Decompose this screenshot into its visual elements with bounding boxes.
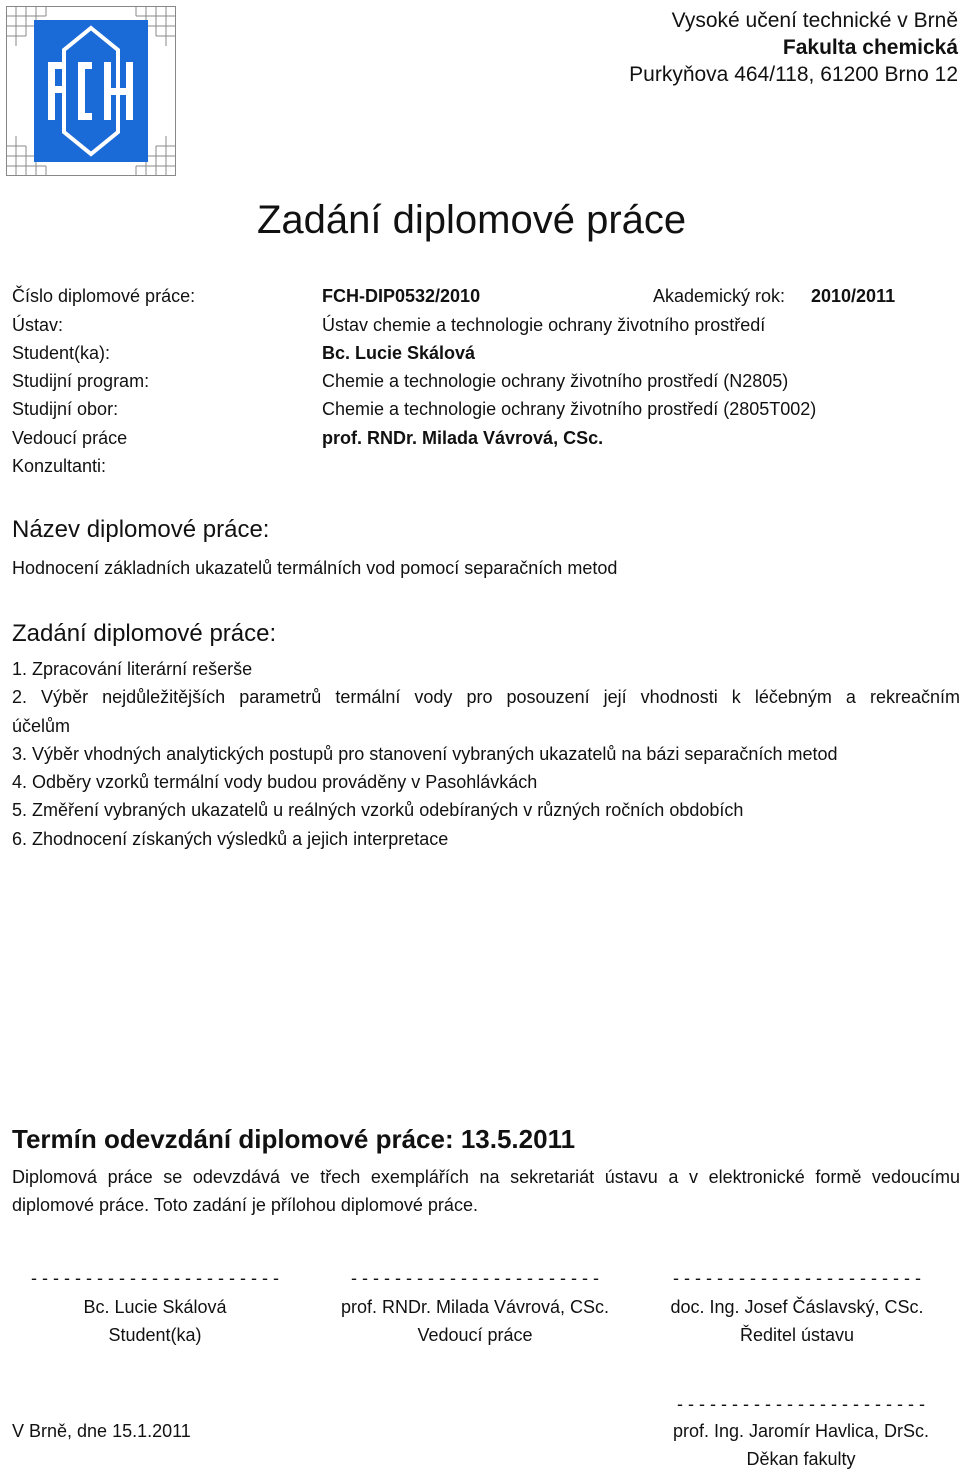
student-value: Bc. Lucie Skálová [322, 343, 476, 363]
assignment-heading: Zadání diplomové práce: [12, 620, 277, 647]
consultants-label: Konzultanti: [12, 456, 107, 476]
signature-line-supervisor: - - - - - - - - - - - - - - - - - - - - - - - [351, 1268, 599, 1288]
signature-line-dean: - - - - - - - - - - - - - - - - - - - - - - - [677, 1394, 925, 1414]
task-item: 1. Zpracování literární rešerše [12, 659, 253, 679]
student-label: Student(ka): [12, 343, 111, 363]
place-date: V Brně, dne 15.1.2011 [12, 1421, 191, 1441]
program-value: Chemie a technologie ochrany životního prostředí (N2805) [322, 371, 789, 391]
supervisor-label: Vedoucí práce [12, 428, 128, 448]
university-name: Vysoké učení technické v Brně [671, 9, 958, 32]
head-signature-role: Ředitel ústavu [739, 1325, 855, 1345]
academic-year-label: Akademický rok: [653, 286, 786, 306]
page-title: Zadání diplomové práce [257, 198, 687, 242]
head-signature-name: doc. Ing. Josef Čáslavský, CSc. [670, 1297, 924, 1317]
faculty-address: Purkyňova 464/118, 61200 Brno 12 [629, 63, 958, 86]
dean-signature-role: Děkan fakulty [746, 1449, 856, 1469]
field-label: Studijní obor: [12, 399, 119, 419]
submission-note: Diplomová práce se odevzdává ve třech exemplářích na sekretariát ústavu a v elektronické formě vedoucímu diplomové práce. Toto zadání je přílohou diplomové práce. [12, 1167, 960, 1215]
student-signature-name: Bc. Lucie Skálová [83, 1297, 227, 1317]
fch-logo-icon [6, 6, 176, 176]
dean-signature-name: prof. Ing. Jaromír Havlica, DrSc. [672, 1421, 930, 1441]
thesis-number-value: FCH-DIP0532/2010 [322, 286, 481, 306]
task-item: 5. Změření vybraných ukazatelů u reálných vzorků odebíraných v různých ročních obdobích [12, 800, 744, 820]
supervisor-signature-name: prof. RNDr. Milada Vávrová, CSc. [340, 1297, 610, 1317]
faculty-logo [6, 6, 176, 176]
thesis-name-heading: Název diplomové práce: [12, 516, 270, 543]
academic-year-value: 2010/2011 [811, 286, 896, 306]
student-signature-role: Student(ka) [108, 1325, 202, 1345]
deadline: Termín odevzdání diplomové práce: 13.5.2011 [12, 1124, 576, 1154]
task-item-continuation: účelům [12, 716, 71, 736]
thesis-number-label: Číslo diplomové práce: [12, 286, 196, 306]
signature-line-student: - - - - - - - - - - - - - - - - - - - - - - - [31, 1268, 279, 1288]
program-label: Studijní program: [12, 371, 150, 391]
signature-line-head: - - - - - - - - - - - - - - - - - - - - - - - [673, 1268, 921, 1288]
task-item: 6. Zhodnocení získaných výsledků a jejich interpretace [12, 829, 449, 849]
supervisor-value: prof. RNDr. Milada Vávrová, CSc. [322, 428, 604, 448]
faculty-name: Fakulta chemická [782, 36, 958, 59]
task-item: 3. Výběr vhodných analytických postupů pro stanovení vybraných ukazatelů na bázi separačních metod [12, 744, 838, 764]
institute-label: Ústav: [12, 315, 64, 335]
task-item: 4. Odběry vzorků termální vody budou prováděny v Pasohlávkách [12, 772, 538, 792]
institute-value: Ústav chemie a technologie ochrany životního prostředí [322, 315, 766, 335]
thesis-name: Hodnocení základních ukazatelů termálních vod pomocí separačních metod [12, 558, 618, 578]
supervisor-signature-role: Vedoucí práce [417, 1325, 533, 1345]
field-value: Chemie a technologie ochrany životního prostředí (2805T002) [322, 399, 817, 419]
task-item: 2. Výběr nejdůležitějších parametrů termální vody pro posouzení její vhodnosti k léčebným a rekreačním [12, 687, 960, 707]
